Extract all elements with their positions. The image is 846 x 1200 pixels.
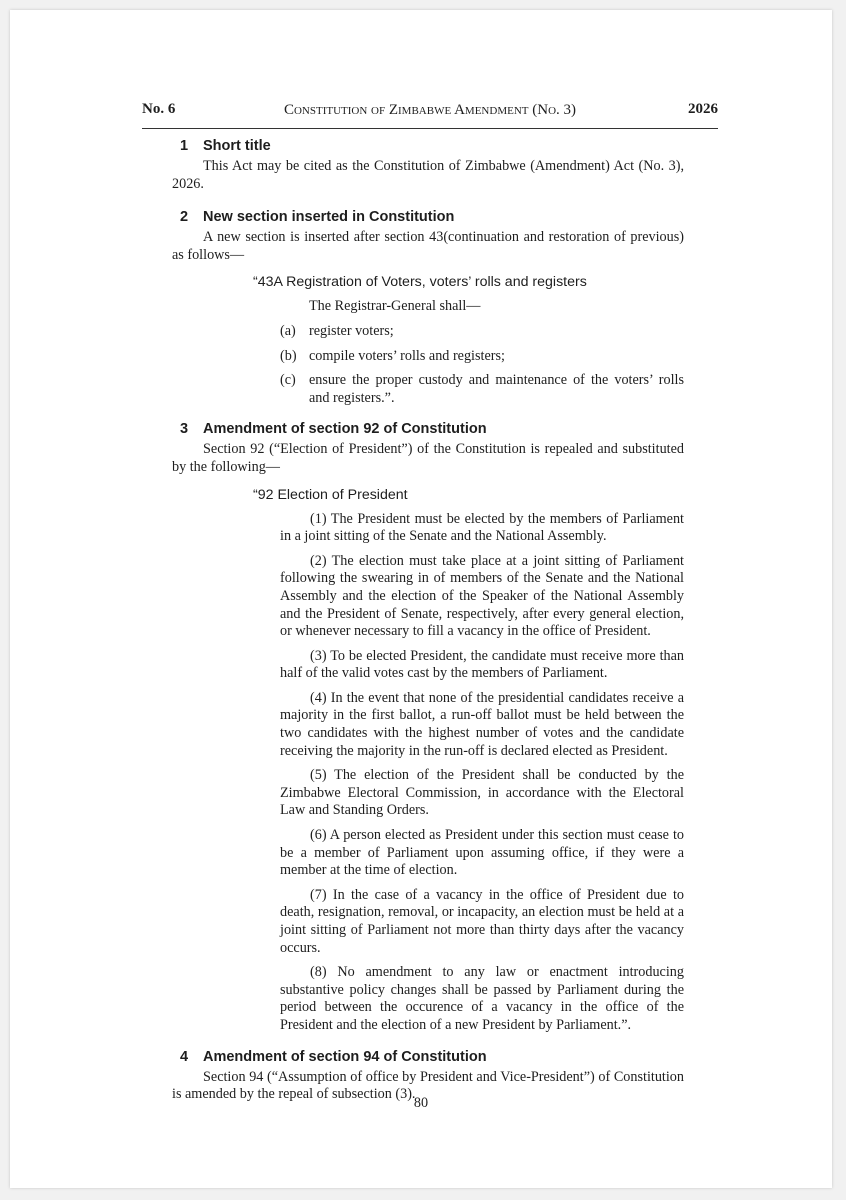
section-92-heading: “92 Election of President (253, 486, 408, 503)
subsection: (1) The President must be elected by the members of Parliament in a joint sitting of the Senate and the National Assembly. (280, 510, 684, 545)
subsection: (2) The election must take place at a joint sitting of Parliament following the swearing in of members of the Senate and the National Assembly and the election of the Speaker of the National Assembly and the President of Senate, respectively, after every general election, or whenever necessary to fill a vacancy in the office of President. (280, 552, 684, 640)
section-4-heading (172, 1047, 684, 1067)
item-label: (a) (280, 322, 296, 339)
page-header (142, 96, 718, 129)
section-3-text: Section 92 (“Election of President”) of the Constitution is repealed and substituted by the following— (172, 441, 684, 475)
subsection: (7) In the case of a vacancy in the office of President due to death, resignation, removal, or incapacity, an election must be held at a joint sitting of Parliament not more than thirty days after the vacancy occurs. (280, 886, 684, 956)
list-item (280, 323, 684, 341)
header-title: Constitution of Zimbabwe Amendment (No. 3) (283, 102, 577, 118)
item-text: compile voters’ rolls and registers; (309, 347, 505, 364)
section-title: Amendment of section 94 of Constitution (203, 1048, 487, 1065)
section-title: Short title (203, 138, 271, 154)
section-2-heading (172, 207, 684, 227)
section-92-body (280, 511, 684, 1035)
subsection: (5) The election of the President shall be conducted by the Zimbabwe Electoral Commission, in accordance with the Electoral Law and Standing Orders. (280, 767, 684, 819)
section-number: 1 (180, 138, 189, 154)
section-3-heading (172, 419, 684, 439)
subsection: (3) To be elected President, the candidate must receive more than half of the valid votes cast by the members of Parliament. (280, 647, 684, 682)
document-body (172, 136, 684, 1104)
item-text: ensure the proper custody and maintenance of the voters’ rolls and registers.”. (309, 372, 684, 406)
section-4-text: Section 94 (“Assumption of office by President and Vice-President”) of Constitution is amended by the repeal of subsection (3). (172, 1068, 684, 1103)
section-title: New section inserted in Constitution (203, 209, 455, 226)
list-item (280, 372, 684, 407)
header-year: 2026 (688, 101, 718, 117)
section-2-text: A new section is inserted after section 43(continuation and restoration of previous) as follows— (172, 229, 684, 263)
section-title: Amendment of section 92 of Constitution (203, 421, 487, 438)
section-43a-intro: The Registrar-General shall— (309, 298, 481, 315)
item-label: (b) (280, 347, 297, 364)
item-label: (c) (280, 372, 296, 389)
section-number: 2 (180, 209, 189, 226)
document-page (10, 10, 832, 1188)
section-43a-heading: “43A Registration of Voters, voters’ rolls and registers (253, 274, 587, 291)
item-text: register voters; (309, 322, 394, 339)
section-1-heading (172, 136, 684, 156)
section-number: 4 (180, 1048, 189, 1065)
section-43a-body (280, 298, 684, 407)
page-number: 80 (413, 1095, 429, 1111)
subsection: (4) In the event that none of the presidential candidates receive a majority in the first ballot, a run-off ballot must be held between the two candidates with the highest number of votes and the candidate receiving the majority in the run-off is declared elected as President. (280, 689, 684, 759)
section-number: 3 (180, 421, 189, 438)
subsection: (6) A person elected as President under this section must cease to be a member of Parliament upon assuming office, if they were a member at the time of election. (280, 827, 684, 879)
section-1-text: This Act may be cited as the Constitution of Zimbabwe (Amendment) Act (No. 3), 2026. (172, 158, 684, 192)
header-issue-number: No. 6 (142, 101, 176, 117)
subsection: (8) No amendment to any law or enactment introducing substantive policy changes shall be passed by Parliament during the period between the occurence of a vacancy in the office of the President and the election of a new President by Parliament.”. (280, 964, 684, 1033)
list-item (280, 348, 684, 366)
